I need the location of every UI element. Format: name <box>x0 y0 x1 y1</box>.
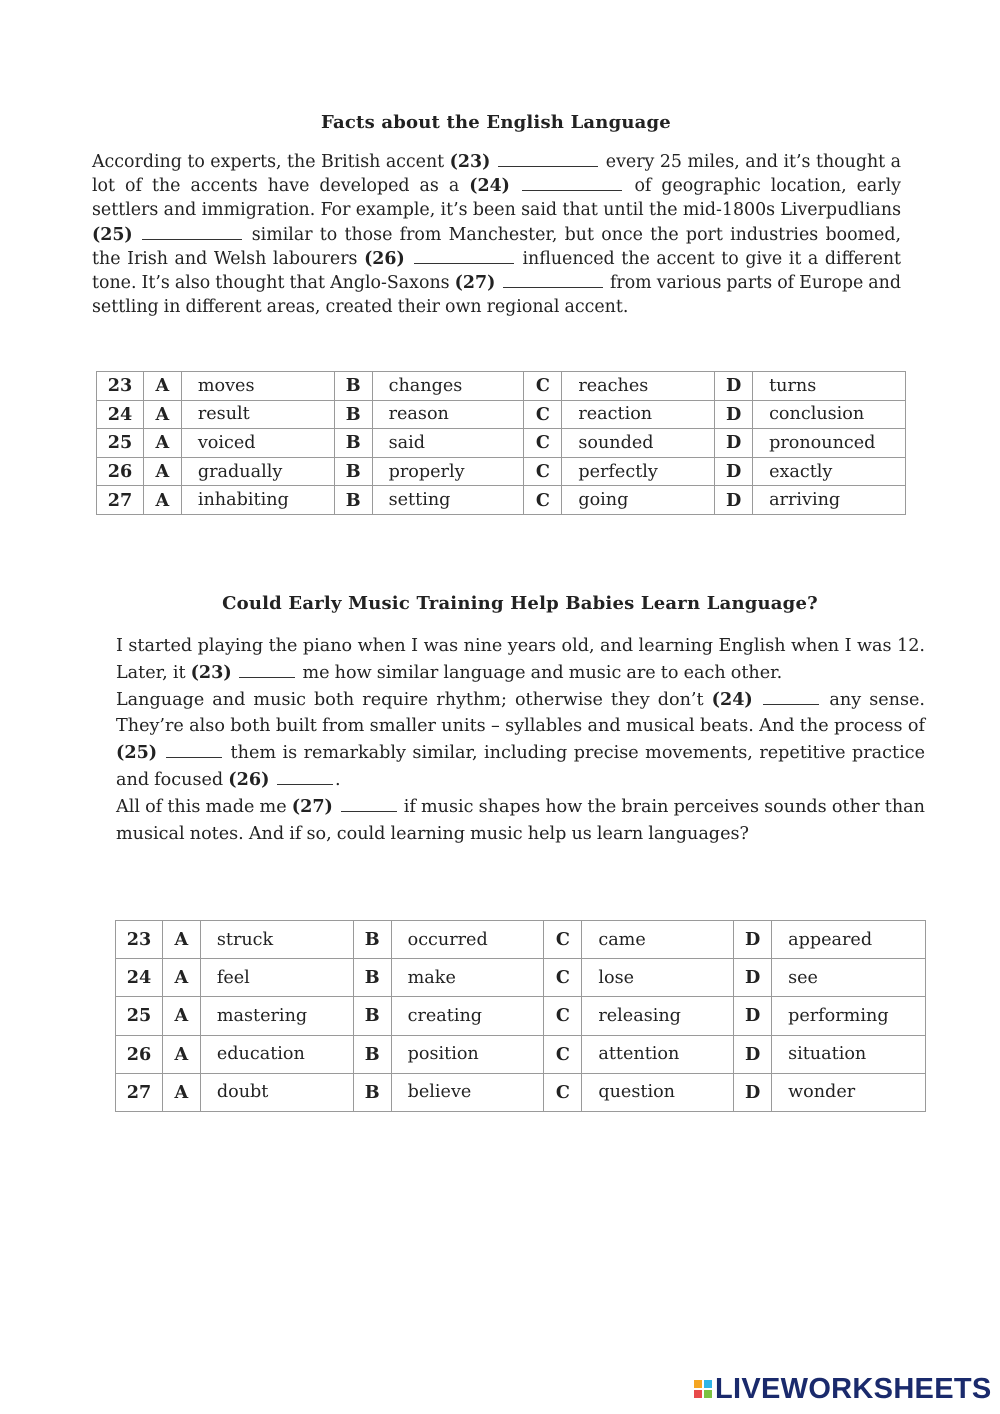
option-word: wonder <box>772 1073 926 1111</box>
option-letter: B <box>334 457 372 486</box>
gap-number: (25) <box>92 224 141 245</box>
option-word: inhabiting <box>181 486 334 515</box>
table-row <box>97 457 906 486</box>
table-row <box>97 400 906 429</box>
table-row <box>116 921 926 959</box>
option-word: sounded <box>562 429 715 458</box>
option-letter: A <box>162 997 200 1035</box>
option-word: doubt <box>200 1073 353 1111</box>
question-number: 23 <box>97 372 144 401</box>
option-word: pronounced <box>753 429 906 458</box>
gap-number: (27) <box>291 795 339 817</box>
option-letter: C <box>544 921 582 959</box>
section2-passage: I started playing the piano when I was nine years old, and learning English when I was 12. Later, it (23) me how similar language and music are to each other. Language and music both require rhythm; otherwise they don’t (24) any sense. They’re also both built from smaller units – syllables and musical beats. And the process of (25) them is remarkably similar, including precise movements, repetitive practice and focused (26) . All of this made me (27) if music shapes how the brain perceives sounds other than musical notes. And if so, could learning music help us learn languages? <box>116 636 926 844</box>
question-number: 23 <box>116 921 163 959</box>
table-row <box>97 429 906 458</box>
option-word: conclusion <box>753 400 906 429</box>
option-letter: A <box>143 486 181 515</box>
gap-number: (23) <box>449 152 497 172</box>
option-word: attention <box>582 1035 734 1073</box>
option-word: voiced <box>181 429 334 458</box>
question-number: 26 <box>97 457 144 486</box>
question-number: 24 <box>116 959 163 997</box>
blank-line <box>414 261 514 264</box>
option-letter: D <box>715 429 753 458</box>
option-word: setting <box>372 486 524 515</box>
option-letter: A <box>162 921 200 959</box>
blank-line <box>239 675 295 678</box>
option-word: mastering <box>200 997 353 1035</box>
gap-number: (24) <box>711 688 762 710</box>
option-word: releasing <box>582 997 734 1035</box>
question-number: 27 <box>97 486 144 515</box>
option-letter: D <box>734 997 772 1035</box>
option-word: said <box>372 429 524 458</box>
gap-number: (23) <box>190 661 238 683</box>
option-word: appeared <box>772 921 926 959</box>
option-word: make <box>391 959 544 997</box>
table-row <box>97 372 906 401</box>
option-word: reaches <box>562 372 715 401</box>
question-number: 26 <box>116 1035 163 1073</box>
option-word: struck <box>200 921 353 959</box>
option-word: turns <box>753 372 906 401</box>
option-letter: D <box>734 921 772 959</box>
option-word: occurred <box>391 921 544 959</box>
option-word: gradually <box>181 457 334 486</box>
option-letter: D <box>734 959 772 997</box>
blank-line <box>142 237 242 240</box>
option-letter: D <box>715 457 753 486</box>
gap-number: (26) <box>228 768 276 790</box>
blank-line <box>522 188 622 191</box>
gap-number: (27) <box>454 273 501 294</box>
blank-line <box>503 285 603 288</box>
option-letter: A <box>143 429 181 458</box>
blank-line <box>341 809 397 812</box>
section1-title: Facts about the English Language <box>321 112 671 133</box>
option-letter: C <box>544 997 582 1035</box>
table-row <box>116 997 926 1035</box>
option-word: reason <box>372 400 524 429</box>
blank-line <box>763 702 819 705</box>
section1-options-table <box>96 371 906 515</box>
question-number: 25 <box>97 429 144 458</box>
section2-options-table <box>115 920 926 1112</box>
option-word: situation <box>772 1035 926 1073</box>
option-letter: A <box>143 400 181 429</box>
option-word: result <box>181 400 334 429</box>
option-letter: B <box>334 372 372 401</box>
logo-text: LIVEWORKSHEETS <box>715 1372 992 1405</box>
option-letter: B <box>353 1035 391 1073</box>
question-number: 25 <box>116 997 163 1035</box>
liveworksheets-logo <box>694 1374 992 1404</box>
option-letter: B <box>353 921 391 959</box>
option-word: performing <box>772 997 926 1035</box>
option-word: came <box>582 921 734 959</box>
option-word: see <box>772 959 926 997</box>
table-row <box>116 1035 926 1073</box>
option-word: creating <box>391 997 544 1035</box>
option-letter: A <box>143 372 181 401</box>
blank-line <box>166 755 222 758</box>
option-letter: D <box>734 1035 772 1073</box>
option-word: lose <box>582 959 734 997</box>
table-row <box>116 959 926 997</box>
option-word: changes <box>372 372 524 401</box>
option-letter: D <box>715 400 753 429</box>
option-word: arriving <box>753 486 906 515</box>
blank-line <box>277 782 333 785</box>
option-word: feel <box>200 959 353 997</box>
option-letter: A <box>143 457 181 486</box>
option-word: question <box>582 1073 734 1111</box>
option-word: reaction <box>562 400 715 429</box>
option-letter: D <box>715 486 753 515</box>
option-word: position <box>391 1035 544 1073</box>
option-letter: B <box>334 400 372 429</box>
option-letter: A <box>162 1035 200 1073</box>
table-row <box>116 1073 926 1111</box>
option-letter: C <box>544 1035 582 1073</box>
question-number: 27 <box>116 1073 163 1111</box>
option-word: exactly <box>753 457 906 486</box>
option-letter: D <box>734 1073 772 1111</box>
gap-number: (25) <box>116 742 165 764</box>
blank-line <box>498 164 598 167</box>
option-letter: C <box>524 486 562 515</box>
option-word: properly <box>372 457 524 486</box>
table-row <box>97 486 906 515</box>
option-letter: C <box>524 372 562 401</box>
option-letter: B <box>353 997 391 1035</box>
logo-squares-icon <box>694 1380 712 1398</box>
gap-number: (26) <box>364 248 412 269</box>
option-word: education <box>200 1035 353 1073</box>
section1-passage: According to experts, the British accent (23) every 25 miles, and it’s thought a lot of the accents have developed as a (24) of geographic location, early settlers and immigration. For example, it’s been said that until the mid-1800s Liverpudlians (25) similar to those from Manchester, but once the port industries boomed, the Irish and Welsh labourers (26) influenced the accent to give it a different tone. It’s also thought that Anglo-Saxons (27) from various parts of Europe and settling in different areas, created their own regional accent. <box>92 152 902 318</box>
option-letter: A <box>162 959 200 997</box>
question-number: 24 <box>97 400 144 429</box>
option-letter: C <box>524 400 562 429</box>
option-letter: C <box>544 1073 582 1111</box>
option-word: believe <box>391 1073 544 1111</box>
option-word: moves <box>181 372 334 401</box>
option-letter: C <box>524 457 562 486</box>
option-letter: C <box>524 429 562 458</box>
option-letter: B <box>353 959 391 997</box>
option-letter: B <box>334 429 372 458</box>
gap-number: (24) <box>469 176 521 197</box>
option-letter: D <box>715 372 753 401</box>
option-word: perfectly <box>562 457 715 486</box>
option-letter: B <box>334 486 372 515</box>
section2-title: Could Early Music Training Help Babies Learn Language? <box>222 593 818 614</box>
option-letter: A <box>162 1073 200 1111</box>
option-letter: C <box>544 959 582 997</box>
option-letter: B <box>353 1073 391 1111</box>
option-word: going <box>562 486 715 515</box>
